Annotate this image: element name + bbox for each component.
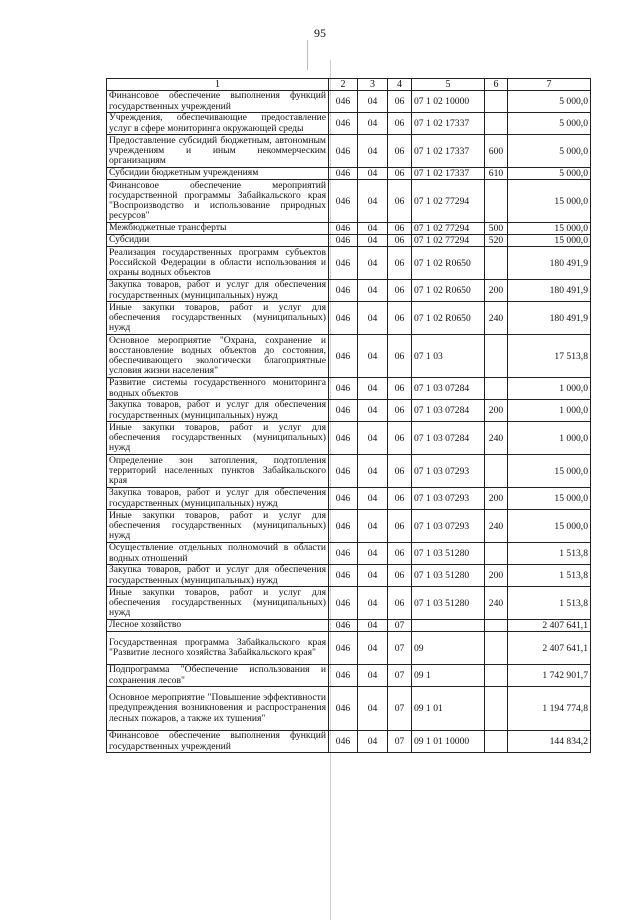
target-article-code: 07 1 02 10000 bbox=[412, 91, 485, 113]
target-article-code: 09 1 bbox=[412, 665, 485, 687]
table-row bbox=[107, 587, 591, 620]
subsection-code: 06 bbox=[388, 168, 412, 180]
section-code: 04 bbox=[358, 223, 388, 235]
target-article-code: 07 1 02 77294 bbox=[412, 235, 485, 247]
subsection-code: 06 bbox=[388, 235, 412, 247]
row-name: Иные закупки товаров, работ и услуг для обеспечения государственных (муниципальных) нужд bbox=[107, 510, 329, 543]
amount: 5 000,0 bbox=[508, 113, 591, 135]
row-name: Подпрограмма "Обеспечение использования и сохранения лесов" bbox=[107, 665, 329, 687]
subsection-code: 06 bbox=[388, 180, 412, 223]
amount: 5 000,0 bbox=[508, 135, 591, 168]
amount: 1 513,8 bbox=[508, 565, 591, 587]
section-code: 04 bbox=[358, 632, 388, 665]
table-row bbox=[107, 223, 591, 235]
target-article-code: 09 1 01 bbox=[412, 687, 485, 731]
amount: 5 000,0 bbox=[508, 91, 591, 113]
expense-type-code bbox=[485, 665, 508, 687]
amount: 180 491,9 bbox=[508, 247, 591, 280]
subsection-code: 06 bbox=[388, 135, 412, 168]
row-name: Учреждения, обеспечивающие предоставление услуг в сфере мониторинга окружающей среды bbox=[107, 113, 329, 135]
expense-type-code bbox=[485, 731, 508, 753]
subsection-code: 06 bbox=[388, 488, 412, 510]
section-code: 04 bbox=[358, 168, 388, 180]
table-row bbox=[107, 620, 591, 632]
subsection-code: 06 bbox=[388, 422, 412, 455]
row-name: Закупка товаров, работ и услуг для обеспечения государственных (муниципальных) нужд bbox=[107, 280, 329, 302]
ministry-code: 046 bbox=[329, 565, 358, 587]
subsection-code: 06 bbox=[388, 510, 412, 543]
amount: 17 513,8 bbox=[508, 335, 591, 378]
amount: 1 000,0 bbox=[508, 422, 591, 455]
amount: 2 407 641,1 bbox=[508, 620, 591, 632]
row-name: Иные закупки товаров, работ и услуг для обеспечения государственных (муниципальных) нужд bbox=[107, 587, 329, 620]
amount: 144 834,2 bbox=[508, 731, 591, 753]
subsection-code: 06 bbox=[388, 91, 412, 113]
amount: 1 000,0 bbox=[508, 378, 591, 400]
amount: 1 513,8 bbox=[508, 587, 591, 620]
subsection-code: 07 bbox=[388, 731, 412, 753]
target-article-code: 07 1 02 77294 bbox=[412, 180, 485, 223]
section-code: 04 bbox=[358, 565, 388, 587]
section-code: 04 bbox=[358, 400, 388, 422]
expense-type-code bbox=[485, 113, 508, 135]
amount: 1 513,8 bbox=[508, 543, 591, 565]
expense-type-code bbox=[485, 632, 508, 665]
expense-type-code bbox=[485, 620, 508, 632]
amount: 15 000,0 bbox=[508, 235, 591, 247]
amount: 15 000,0 bbox=[508, 488, 591, 510]
expense-type-code: 240 bbox=[485, 302, 508, 335]
section-code: 04 bbox=[358, 687, 388, 731]
amount: 15 000,0 bbox=[508, 223, 591, 235]
subsection-code: 07 bbox=[388, 665, 412, 687]
target-article-code: 07 1 02 17337 bbox=[412, 168, 485, 180]
table-row bbox=[107, 247, 591, 280]
subsection-code: 07 bbox=[388, 620, 412, 632]
target-article-code: 07 1 03 51280 bbox=[412, 587, 485, 620]
row-name: Закупка товаров, работ и услуг для обеспечения государственных (муниципальных) нужд bbox=[107, 565, 329, 587]
expense-type-code: 520 bbox=[485, 235, 508, 247]
column-header: 6 bbox=[485, 79, 508, 91]
expense-type-code bbox=[485, 335, 508, 378]
target-article-code: 07 1 03 07284 bbox=[412, 378, 485, 400]
row-name: Основное мероприятие "Повышение эффективности предупреждения возникновения и распространения лесных пожаров, а также их тушения" bbox=[107, 687, 329, 731]
subsection-code: 06 bbox=[388, 302, 412, 335]
row-name: Закупка товаров, работ и услуг для обеспечения государственных (муниципальных) нужд bbox=[107, 488, 329, 510]
expense-type-code bbox=[485, 180, 508, 223]
target-article-code: 07 1 02 77294 bbox=[412, 223, 485, 235]
subsection-code: 07 bbox=[388, 632, 412, 665]
subsection-code: 06 bbox=[388, 400, 412, 422]
amount: 15 000,0 bbox=[508, 180, 591, 223]
ministry-code: 046 bbox=[329, 422, 358, 455]
target-article-code: 07 1 02 R0650 bbox=[412, 280, 485, 302]
subsection-code: 07 bbox=[388, 687, 412, 731]
amount: 180 491,9 bbox=[508, 280, 591, 302]
section-code: 04 bbox=[358, 422, 388, 455]
section-code: 04 bbox=[358, 378, 388, 400]
table-row bbox=[107, 302, 591, 335]
expense-type-code: 200 bbox=[485, 488, 508, 510]
section-code: 04 bbox=[358, 543, 388, 565]
ministry-code: 046 bbox=[329, 632, 358, 665]
table-row bbox=[107, 665, 591, 687]
ministry-code: 046 bbox=[329, 665, 358, 687]
expense-type-code: 600 bbox=[485, 135, 508, 168]
section-code: 04 bbox=[358, 335, 388, 378]
section-code: 04 bbox=[358, 113, 388, 135]
table-row bbox=[107, 280, 591, 302]
target-article-code: 07 1 03 07293 bbox=[412, 455, 485, 488]
target-article-code: 07 1 02 17337 bbox=[412, 113, 485, 135]
ministry-code: 046 bbox=[329, 620, 358, 632]
table-row bbox=[107, 113, 591, 135]
section-code: 04 bbox=[358, 665, 388, 687]
table-row bbox=[107, 488, 591, 510]
section-code: 04 bbox=[358, 455, 388, 488]
subsection-code: 06 bbox=[388, 455, 412, 488]
expense-type-code bbox=[485, 455, 508, 488]
table-body bbox=[107, 91, 591, 753]
table-row bbox=[107, 510, 591, 543]
expense-type-code bbox=[485, 247, 508, 280]
table-row bbox=[107, 91, 591, 113]
section-code: 04 bbox=[358, 620, 388, 632]
ministry-code: 046 bbox=[329, 135, 358, 168]
column-header: 2 bbox=[329, 79, 358, 91]
ministry-code: 046 bbox=[329, 247, 358, 280]
ministry-code: 046 bbox=[329, 687, 358, 731]
column-header: 3 bbox=[358, 79, 388, 91]
section-code: 04 bbox=[358, 247, 388, 280]
table-row bbox=[107, 565, 591, 587]
section-code: 04 bbox=[358, 587, 388, 620]
target-article-code: 07 1 03 07293 bbox=[412, 510, 485, 543]
amount: 1 000,0 bbox=[508, 400, 591, 422]
amount: 180 491,9 bbox=[508, 302, 591, 335]
expense-type-code: 240 bbox=[485, 510, 508, 543]
table-row bbox=[107, 180, 591, 223]
row-name: Предоставление субсидий бюджетным, автономным учреждениям и иным некоммерческим организациям bbox=[107, 135, 329, 168]
table-row bbox=[107, 731, 591, 753]
row-name: Реализация государственных программ субъектов Российской Федерации в области использования и охраны водных объектов bbox=[107, 247, 329, 280]
section-code: 04 bbox=[358, 302, 388, 335]
target-article-code bbox=[412, 620, 485, 632]
expense-type-code: 240 bbox=[485, 587, 508, 620]
row-name: Основное мероприятие "Охрана, сохранение и восстановление водных объектов до состояния, обеспечивающего экологически благоприятные условия жизни населения" bbox=[107, 335, 329, 378]
table-row bbox=[107, 168, 591, 180]
ministry-code: 046 bbox=[329, 223, 358, 235]
section-code: 04 bbox=[358, 510, 388, 543]
expense-type-code: 200 bbox=[485, 400, 508, 422]
subsection-code: 06 bbox=[388, 113, 412, 135]
ministry-code: 046 bbox=[329, 510, 358, 543]
ministry-code: 046 bbox=[329, 302, 358, 335]
table-row bbox=[107, 543, 591, 565]
target-article-code: 07 1 03 51280 bbox=[412, 565, 485, 587]
row-name: Финансовое обеспечение мероприятий государственной программы Забайкальского края "Воспроизводство и использование природных ресурсов" bbox=[107, 180, 329, 223]
column-header: 4 bbox=[388, 79, 412, 91]
target-article-code: 07 1 02 R0650 bbox=[412, 247, 485, 280]
expense-type-code bbox=[485, 91, 508, 113]
target-article-code: 07 1 02 R0650 bbox=[412, 302, 485, 335]
table-row bbox=[107, 455, 591, 488]
table-row bbox=[107, 335, 591, 378]
row-name: Развитие системы государственного мониторинга водных объектов bbox=[107, 378, 329, 400]
subsection-code: 06 bbox=[388, 565, 412, 587]
expense-type-code bbox=[485, 543, 508, 565]
table-header-row bbox=[107, 79, 591, 91]
subsection-code: 06 bbox=[388, 587, 412, 620]
column-header: 5 bbox=[412, 79, 485, 91]
amount: 15 000,0 bbox=[508, 455, 591, 488]
ministry-code: 046 bbox=[329, 731, 358, 753]
row-name: Осуществление отдельных полномочий в области водных отношений bbox=[107, 543, 329, 565]
table-row bbox=[107, 632, 591, 665]
subsection-code: 06 bbox=[388, 378, 412, 400]
subsection-code: 06 bbox=[388, 223, 412, 235]
target-article-code: 07 1 03 07284 bbox=[412, 422, 485, 455]
expense-type-code bbox=[485, 378, 508, 400]
row-name: Иные закупки товаров, работ и услуг для обеспечения государственных (муниципальных) нужд bbox=[107, 302, 329, 335]
expense-type-code bbox=[485, 687, 508, 731]
expense-type-code: 200 bbox=[485, 565, 508, 587]
expense-type-code: 500 bbox=[485, 223, 508, 235]
row-name: Закупка товаров, работ и услуг для обеспечения государственных (муниципальных) нужд bbox=[107, 400, 329, 422]
ministry-code: 046 bbox=[329, 168, 358, 180]
table-row bbox=[107, 378, 591, 400]
expense-type-code: 200 bbox=[485, 280, 508, 302]
section-code: 04 bbox=[358, 280, 388, 302]
ministry-code: 046 bbox=[329, 455, 358, 488]
row-name: Финансовое обеспечение выполнения функций государственных учреждений bbox=[107, 731, 329, 753]
table-row bbox=[107, 422, 591, 455]
ministry-code: 046 bbox=[329, 180, 358, 223]
expense-type-code: 240 bbox=[485, 422, 508, 455]
subsection-code: 06 bbox=[388, 543, 412, 565]
amount: 15 000,0 bbox=[508, 510, 591, 543]
target-article-code: 07 1 03 07293 bbox=[412, 488, 485, 510]
amount: 1 742 901,7 bbox=[508, 665, 591, 687]
section-code: 04 bbox=[358, 731, 388, 753]
subsection-code: 06 bbox=[388, 247, 412, 280]
scan-artifact-line bbox=[307, 40, 308, 70]
ministry-code: 046 bbox=[329, 91, 358, 113]
section-code: 04 bbox=[358, 135, 388, 168]
table-row bbox=[107, 400, 591, 422]
section-code: 04 bbox=[358, 235, 388, 247]
ministry-code: 046 bbox=[329, 335, 358, 378]
row-name: Субсидии бюджетным учреждениям bbox=[107, 168, 329, 180]
amount: 1 194 774,8 bbox=[508, 687, 591, 731]
page-number: 95 bbox=[314, 26, 326, 40]
ministry-code: 046 bbox=[329, 587, 358, 620]
target-article-code: 07 1 03 07284 bbox=[412, 400, 485, 422]
table-row bbox=[107, 687, 591, 731]
section-code: 04 bbox=[358, 91, 388, 113]
row-name: Субсидии bbox=[107, 235, 329, 247]
column-header: 1 bbox=[107, 79, 329, 91]
ministry-code: 046 bbox=[329, 113, 358, 135]
section-code: 04 bbox=[358, 180, 388, 223]
budget-table bbox=[106, 78, 591, 753]
row-name: Государственная программа Забайкальского края "Развитие лесного хозяйства Забайкальского края" bbox=[107, 632, 329, 665]
expense-type-code: 610 bbox=[485, 168, 508, 180]
ministry-code: 046 bbox=[329, 488, 358, 510]
target-article-code: 07 1 03 51280 bbox=[412, 543, 485, 565]
target-article-code: 07 1 02 17337 bbox=[412, 135, 485, 168]
subsection-code: 06 bbox=[388, 335, 412, 378]
ministry-code: 046 bbox=[329, 378, 358, 400]
column-header: 7 bbox=[508, 79, 591, 91]
amount: 2 407 641,1 bbox=[508, 632, 591, 665]
section-code: 04 bbox=[358, 488, 388, 510]
table-row bbox=[107, 235, 591, 247]
table-row bbox=[107, 135, 591, 168]
row-name: Межбюджетные трансферты bbox=[107, 223, 329, 235]
amount: 5 000,0 bbox=[508, 168, 591, 180]
ministry-code: 046 bbox=[329, 543, 358, 565]
target-article-code: 09 bbox=[412, 632, 485, 665]
ministry-code: 046 bbox=[329, 400, 358, 422]
subsection-code: 06 bbox=[388, 280, 412, 302]
row-name: Лесное хозяйство bbox=[107, 620, 329, 632]
ministry-code: 046 bbox=[329, 280, 358, 302]
target-article-code: 07 1 03 bbox=[412, 335, 485, 378]
ministry-code: 046 bbox=[329, 235, 358, 247]
target-article-code: 09 1 01 10000 bbox=[412, 731, 485, 753]
row-name: Финансовое обеспечение выполнения функций государственных учреждений bbox=[107, 91, 329, 113]
row-name: Определение зон затопления, подтопления территорий населенных пунктов Забайкальского края bbox=[107, 455, 329, 488]
row-name: Иные закупки товаров, работ и услуг для обеспечения государственных (муниципальных) нужд bbox=[107, 422, 329, 455]
